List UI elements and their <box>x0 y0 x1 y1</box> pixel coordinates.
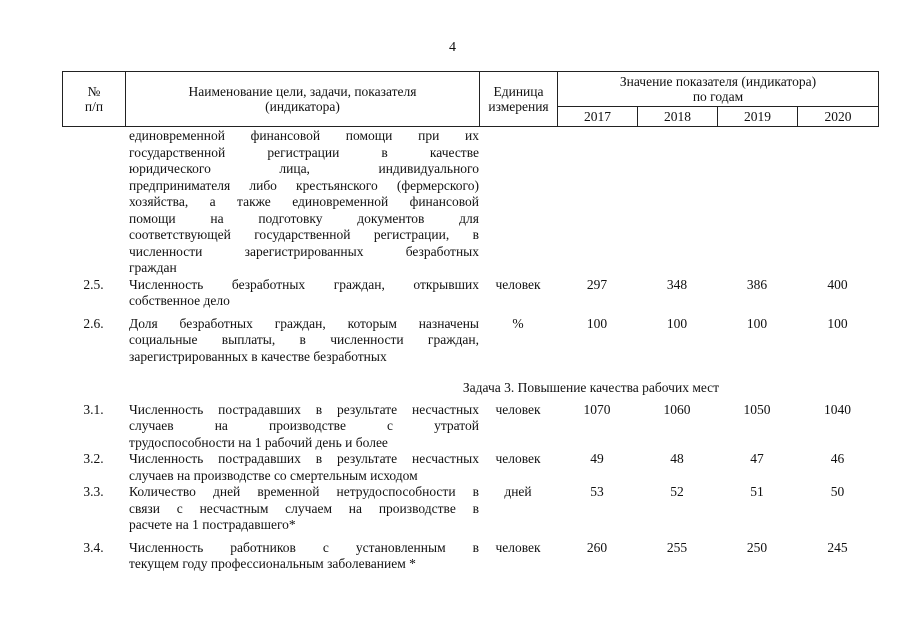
header-num-col <box>63 72 126 127</box>
table-row <box>62 128 880 277</box>
header-unit-line: Единица <box>493 84 544 99</box>
header-name-line: (индикатора) <box>265 99 340 114</box>
row-name-line: хозяйства, а также единовременной финансовой <box>129 194 479 209</box>
row-name-line: собственное дело <box>129 293 230 308</box>
row-name-line: численности зарегистрированных безработных <box>129 243 479 259</box>
row-unit: человек <box>495 276 541 292</box>
row-name-line: зарегистрированных в качестве безработных <box>129 348 387 364</box>
row-name-line: Количество дней временной нетрудоспособности в <box>129 484 479 499</box>
header-unit-col <box>480 72 558 127</box>
header-year: 2017 <box>558 107 638 127</box>
header-num-line: п/п <box>84 99 104 114</box>
row-num: 2.5. <box>83 276 104 292</box>
table-row <box>62 484 880 534</box>
row-value-2017: 53 <box>590 484 604 499</box>
row-name-line: Численность пострадавших в результате несчастных <box>129 401 479 417</box>
row-value-2019: 100 <box>746 315 768 331</box>
row-value-2019: 1050 <box>743 401 771 417</box>
row-name-line: государственной регистрации в качестве <box>129 144 479 160</box>
row-name-line: Численность пострадавших в результате несчастных <box>129 451 479 466</box>
row-name <box>125 316 479 366</box>
row-value-2017: 49 <box>590 451 604 466</box>
row-name-line: расчете на 1 пострадавшего* <box>129 517 296 532</box>
row-value-2019: 386 <box>746 276 768 292</box>
row-name-line: соответствующей государственной регистрации, в <box>129 227 479 242</box>
row-name-line: юридического лица, индивидуального <box>129 161 479 176</box>
table-body <box>62 128 880 573</box>
row-num: 3.2. <box>83 451 104 466</box>
row-value-2018: 1060 <box>663 401 691 417</box>
row-name-line: Численность безработных граждан, открывших <box>129 276 479 292</box>
table-row <box>62 402 880 452</box>
row-value-2017: 297 <box>586 276 608 292</box>
row-unit: человек <box>495 539 541 555</box>
header-name-col <box>126 72 480 127</box>
row-name-line: единовременной финансовой помощи при их <box>129 128 479 143</box>
row-unit: дней <box>504 484 532 499</box>
row-unit: % <box>512 315 524 331</box>
row-value-2020: 50 <box>830 484 845 499</box>
header-value-line: Значение показателя (индикатора) <box>619 74 817 89</box>
row-name <box>125 451 479 484</box>
row-name-line: связи с несчастным случаем на производстве в <box>129 500 479 516</box>
table-row <box>62 316 880 366</box>
header-name-line: Наименование цели, задачи, показателя <box>188 84 417 99</box>
row-value-2017: 1070 <box>583 401 611 417</box>
row-unit: человек <box>495 401 541 417</box>
row-name <box>125 277 479 310</box>
row-value-2018: 100 <box>666 315 688 331</box>
header-value-col <box>558 72 879 107</box>
row-value-2019: 47 <box>750 451 764 466</box>
row-name-line: трудоспособности на 1 рабочий день и более <box>129 434 388 450</box>
row-value-2017: 100 <box>586 315 608 331</box>
row-value-2018: 48 <box>670 451 684 466</box>
header-unit-line: измерения <box>488 99 549 114</box>
task-title: Задача 3. Повышение качества рабочих мест <box>462 380 720 395</box>
row-value-2018: 348 <box>666 276 688 292</box>
row-name-line: Доля безработных граждан, которым назначены <box>129 315 479 331</box>
row-name-line: предпринимателя либо крестьянского (фермерского) <box>129 177 479 193</box>
row-value-2020: 1040 <box>824 401 851 417</box>
row-value-2018: 255 <box>666 539 688 555</box>
row-name-line: Численность работников с установленным в <box>129 539 479 555</box>
row-name <box>125 402 479 452</box>
header-year: 2019 <box>718 107 798 127</box>
row-name-line: социальные выплаты, в численности граждан, <box>129 332 479 347</box>
row-name-line: граждан <box>129 260 177 275</box>
row-name-line: случаев на производстве со смертельным исходом <box>129 467 418 483</box>
page-number: 4 <box>449 40 456 55</box>
row-num: 3.1. <box>83 401 104 417</box>
table-header <box>62 71 879 127</box>
table-row <box>62 540 880 573</box>
row-unit: человек <box>495 451 541 466</box>
table-row <box>62 277 880 310</box>
row-name-line: помощи на подготовку документов для <box>129 210 479 226</box>
header-num-line: № <box>87 84 101 99</box>
row-value-2020: 46 <box>830 451 845 466</box>
row-name-line: текущем году профессиональным заболеванием * <box>129 556 416 571</box>
row-name-line: случаев на производстве с утратой <box>129 418 479 433</box>
row-name <box>125 484 479 534</box>
row-value-2018: 52 <box>670 484 684 499</box>
row-value-2017: 260 <box>586 539 608 555</box>
row-num: 3.4. <box>83 539 104 555</box>
row-value-2020: 100 <box>827 315 848 331</box>
header-year: 2020 <box>798 107 879 127</box>
header-value-line: по годам <box>692 89 744 104</box>
row-value-2019: 250 <box>746 539 768 555</box>
row-value-2020: 245 <box>827 539 848 555</box>
row-value-2019: 51 <box>750 484 764 499</box>
row-num: 2.6. <box>83 315 104 331</box>
header-year: 2018 <box>638 107 718 127</box>
row-name <box>125 128 479 277</box>
table-row <box>62 451 880 484</box>
row-value-2020: 400 <box>827 276 848 292</box>
row-name <box>125 540 479 573</box>
row-num: 3.3. <box>83 484 104 499</box>
